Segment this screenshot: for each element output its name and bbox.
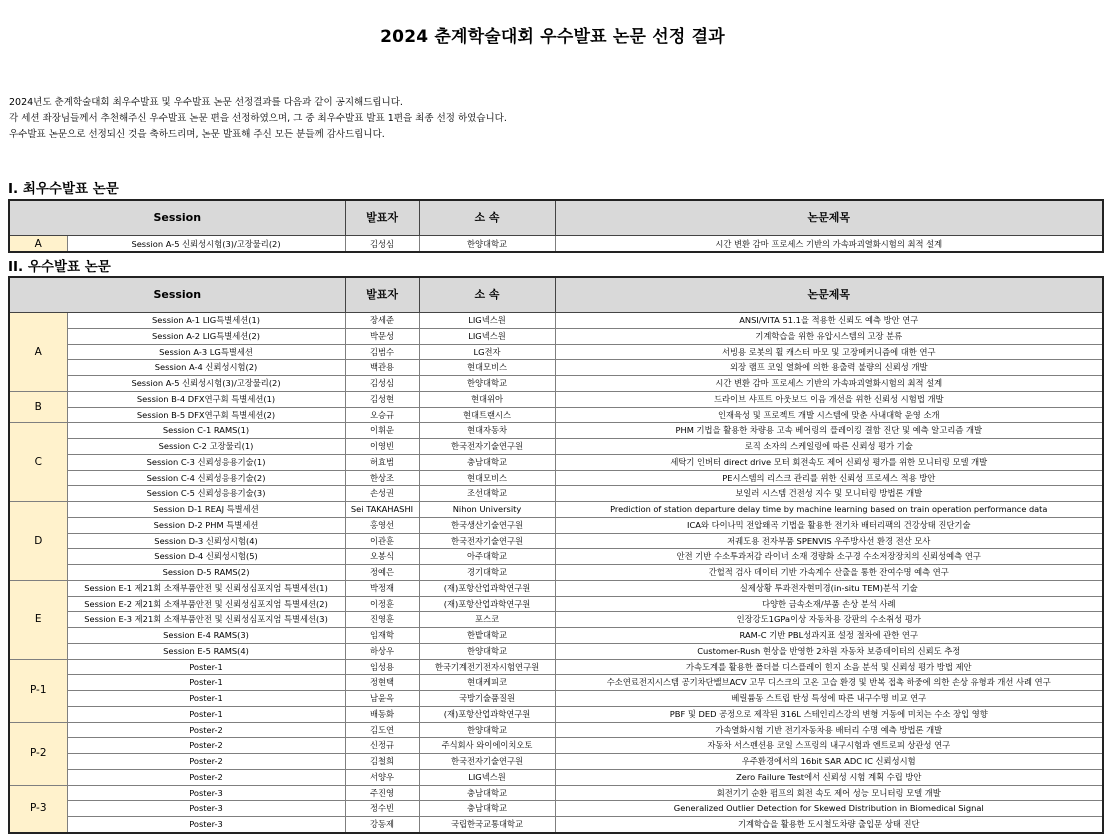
affiliation-cell: 국방기술품질원 <box>419 691 555 707</box>
affiliation-cell: (재)포항산업과학연구원 <box>419 706 555 722</box>
session-cell: Poster-3 <box>67 817 345 833</box>
title-cell: 서빙용 로봇의 휠 캐스터 마모 및 고장메커니즘에 대한 연구 <box>555 344 1103 360</box>
session-cell: Poster-3 <box>67 801 345 817</box>
affiliation-cell: 한국전자기술연구원 <box>419 533 555 549</box>
title-cell: ANSI/VITA 51.1을 적용한 신뢰도 예측 방안 연구 <box>555 313 1103 329</box>
affiliation-cell: 현대트랜시스 <box>419 407 555 423</box>
table-row <box>9 313 1103 329</box>
table-row <box>9 486 1103 502</box>
table-header-row <box>9 277 1103 313</box>
presenter-cell: 김도연 <box>345 722 419 738</box>
presenter-cell: 하상우 <box>345 643 419 659</box>
title-cell: 기계학습을 활용한 도시철도차량 출입문 상태 진단 <box>555 817 1103 833</box>
title-cell: 다양한 금속소재/부품 손상 분석 사례 <box>555 596 1103 612</box>
table-row <box>9 691 1103 707</box>
group-label: P-2 <box>9 722 67 785</box>
group-label: C <box>9 423 67 502</box>
presenter-cell: 이휘운 <box>345 423 419 439</box>
table-row <box>9 470 1103 486</box>
affiliation-cell: LIG넥스원 <box>419 313 555 329</box>
presenter-cell: 배동화 <box>345 706 419 722</box>
session-cell: Session B-4 DFX연구회 특별세션(1) <box>67 391 345 407</box>
table-row <box>9 817 1103 833</box>
title-cell: RAM-C 기반 PBL성과지표 설정 절차에 관한 연구 <box>555 628 1103 644</box>
intro-line: 2024년도 춘계학술대회 최우수발표 및 우수발표 논문 선정결과를 다음과 같이 공지해드립니다. <box>9 97 403 108</box>
table-row <box>9 659 1103 675</box>
presenter-cell: 임재학 <box>345 628 419 644</box>
table-row <box>9 439 1103 455</box>
affiliation-cell: 현대모비스 <box>419 360 555 376</box>
presenter-cell: 백관용 <box>345 360 419 376</box>
session-cell: Session A-5 신뢰성시험(3)/고장물리(2) <box>67 236 345 253</box>
intro-line: 우수발표 논문으로 선정되신 것을 축하드리며, 논문 발표해 주신 모든 분들께 감사드립니다. <box>9 129 385 140</box>
presenter-cell: 김성현 <box>345 391 419 407</box>
presenter-cell: 홍영선 <box>345 517 419 533</box>
session-cell: Session A-1 LIG특별세션(1) <box>67 313 345 329</box>
table-row <box>9 738 1103 754</box>
title-cell: 보일러 시스템 건전성 지수 및 모니터링 방법론 개발 <box>555 486 1103 502</box>
table-row <box>9 391 1103 407</box>
session-cell: Session A-5 신뢰성시험(3)/고장물리(2) <box>67 376 345 392</box>
col-header-title: 논문제목 <box>555 277 1103 313</box>
table-row <box>9 706 1103 722</box>
title-cell: 인장강도1GPa이상 자동차용 강판의 수소취성 평가 <box>555 612 1103 628</box>
session-cell: Session A-2 LIG특별세션(2) <box>67 328 345 344</box>
presenter-cell: 이관훈 <box>345 533 419 549</box>
session-cell: Poster-2 <box>67 769 345 785</box>
col-header-affiliation: 소 속 <box>419 277 555 313</box>
session-cell: Poster-1 <box>67 691 345 707</box>
session-cell: Session D-4 신뢰성시험(5) <box>67 549 345 565</box>
table-row <box>9 754 1103 770</box>
col-header-presenter: 발표자 <box>345 200 419 236</box>
title-cell: Zero Failure Test에서 신뢰성 시험 계획 수립 방안 <box>555 769 1103 785</box>
affiliation-cell: 현대자동차 <box>419 423 555 439</box>
title-cell: PE시스템의 리스크 관리를 위한 신뢰성 프로세스 적용 방안 <box>555 470 1103 486</box>
title-cell: 실제상황 투과전자현미경(in-situ TEM)분석 기술 <box>555 580 1103 596</box>
table-row <box>9 580 1103 596</box>
session-cell: Poster-3 <box>67 785 345 801</box>
title-cell: 우주환경에서의 16bit SAR ADC IC 신뢰성시험 <box>555 754 1103 770</box>
session-cell: Session A-3 LG특별세션 <box>67 344 345 360</box>
title-cell: 시간 변환 감마 프로세스 기반의 가속파괴열화시험의 최적 설계 <box>555 376 1103 392</box>
table-row <box>9 722 1103 738</box>
session-cell: Session A-4 신뢰성시험(2) <box>67 360 345 376</box>
title-cell: PHM 기법을 활용한 차량용 고속 베어링의 플레이킹 결함 진단 및 예측 알고리즘 개발 <box>555 423 1103 439</box>
table-row <box>9 612 1103 628</box>
presenter-cell: 김성심 <box>345 236 419 253</box>
session-cell: Session E-4 RAMS(3) <box>67 628 345 644</box>
table-row <box>9 675 1103 691</box>
affiliation-cell: 현대모비스 <box>419 470 555 486</box>
group-label: E <box>9 580 67 659</box>
title-cell: 인재육성 및 프로젝트 개발 시스템에 맞춘 사내대학 운영 소개 <box>555 407 1103 423</box>
table-row <box>9 565 1103 581</box>
session-cell: Session C-2 고장물리(1) <box>67 439 345 455</box>
session-cell: Session C-4 신뢰성응용기술(2) <box>67 470 345 486</box>
table-row <box>9 533 1103 549</box>
title-cell: 외장 램프 코일 열화에 의한 용출력 불량의 신뢰성 개발 <box>555 360 1103 376</box>
table-row <box>9 549 1103 565</box>
presenter-cell: 주진영 <box>345 785 419 801</box>
session-cell: Session B-5 DFX연구회 특별세션(2) <box>67 407 345 423</box>
affiliation-cell: 한국전자기술연구원 <box>419 439 555 455</box>
affiliation-cell: 충남대학교 <box>419 454 555 470</box>
title-cell: 기계학습을 위한 유압시스템의 고장 분류 <box>555 328 1103 344</box>
session-cell: Session E-2 제21회 소재부품안전 및 신뢰성심포지엄 특별세션(2) <box>67 596 345 612</box>
affiliation-cell: 충남대학교 <box>419 785 555 801</box>
presenter-cell: 김성심 <box>345 376 419 392</box>
affiliation-cell: 한국생산기술연구원 <box>419 517 555 533</box>
table-row <box>9 376 1103 392</box>
presenter-cell: 서양우 <box>345 769 419 785</box>
presenter-cell: 허효범 <box>345 454 419 470</box>
session-cell: Poster-1 <box>67 706 345 722</box>
page-title: 2024 춘계학술대회 우수발표 논문 선정 결과 <box>380 27 725 47</box>
table-row <box>9 236 1103 253</box>
presenter-cell: 이영빈 <box>345 439 419 455</box>
affiliation-cell: 한양대학교 <box>419 643 555 659</box>
session-cell: Poster-1 <box>67 659 345 675</box>
affiliation-cell: 조선대학교 <box>419 486 555 502</box>
best-paper-table <box>8 199 1104 253</box>
session-cell: Session D-3 신뢰성시험(4) <box>67 533 345 549</box>
title-cell: Customer-Rush 현상을 반영한 2차원 자동차 보증데이터의 신뢰도 추정 <box>555 643 1103 659</box>
table-row <box>9 328 1103 344</box>
table-row <box>9 801 1103 817</box>
col-header-session: Session <box>9 277 345 313</box>
presenter-cell: 박문성 <box>345 328 419 344</box>
presenter-cell: 정수빈 <box>345 801 419 817</box>
excellent-section-heading: II. 우수발표 논문 <box>8 259 111 275</box>
session-cell: Session E-1 제21회 소재부품안전 및 신뢰성심포지엄 특별세션(1) <box>67 580 345 596</box>
title-cell: 가속도계를 활용한 폴더블 디스플레이 힌지 소음 분석 및 신뢰성 평가 방법 제안 <box>555 659 1103 675</box>
presenter-cell: 박정재 <box>345 580 419 596</box>
table-row <box>9 628 1103 644</box>
presenter-cell: 임성용 <box>345 659 419 675</box>
presenter-cell: 오봉식 <box>345 549 419 565</box>
session-cell: Session C-3 신뢰성응용기술(1) <box>67 454 345 470</box>
presenter-cell: 한상조 <box>345 470 419 486</box>
col-header-title: 논문제목 <box>555 200 1103 236</box>
title-cell: Generalized Outlier Detection for Skewed Distribution in Biomedical Signal <box>555 801 1103 817</box>
affiliation-cell: 경기대학교 <box>419 565 555 581</box>
session-cell: Session D-5 RAMS(2) <box>67 565 345 581</box>
session-cell: Session E-3 제21회 소재부품안전 및 신뢰성심포지엄 특별세션(3) <box>67 612 345 628</box>
title-cell: 시간 변환 감마 프로세스 기반의 가속파괴열화시험의 최적 설계 <box>555 236 1103 253</box>
title-cell: 세탁기 인버터 direct drive 모터 회전속도 제어 신뢰성 평가를 위한 모니터링 모델 개발 <box>555 454 1103 470</box>
affiliation-cell: 현대케피코 <box>419 675 555 691</box>
presenter-cell: 강동제 <box>345 817 419 833</box>
affiliation-cell: Nihon University <box>419 502 555 518</box>
title-cell: ICA와 다이나믹 전압왜곡 기법을 활용한 전기차 배터리팩의 건강상태 진단기술 <box>555 517 1103 533</box>
affiliation-cell: (재)포항산업과학연구원 <box>419 596 555 612</box>
affiliation-cell: 포스코 <box>419 612 555 628</box>
col-header-session: Session <box>9 200 345 236</box>
affiliation-cell: LG전자 <box>419 344 555 360</box>
title-cell: 수소연료전지시스템 공기차단밸브ACV 고무 디스크의 고온 고습 환경 및 반복 접촉 하중에 의한 손상 유형과 개선 사례 연구 <box>555 675 1103 691</box>
affiliation-cell: 한국기계전기전자시험연구원 <box>419 659 555 675</box>
title-cell: 회전기기 순환 펌프의 회전 속도 제어 성능 모니터링 모델 개발 <box>555 785 1103 801</box>
session-cell: Session C-1 RAMS(1) <box>67 423 345 439</box>
session-cell: Session D-2 PHM 특별세션 <box>67 517 345 533</box>
session-cell: Poster-1 <box>67 675 345 691</box>
presenter-cell: 진영훈 <box>345 612 419 628</box>
title-cell: 간헐적 검사 데이터 기반 가속계수 산출을 통한 잔여수명 예측 연구 <box>555 565 1103 581</box>
table-row <box>9 785 1103 801</box>
table-row <box>9 423 1103 439</box>
group-label: A <box>9 236 67 253</box>
presenter-cell: 김범수 <box>345 344 419 360</box>
title-cell: 가속열화시험 기반 전기자동차용 배터리 수명 예측 방법론 개발 <box>555 722 1103 738</box>
table-row <box>9 769 1103 785</box>
affiliation-cell: 아주대학교 <box>419 549 555 565</box>
title-cell: 안전 기반 수소투과저감 라이너 소재 경량화 소구경 수소저장장치의 신뢰성예측 연구 <box>555 549 1103 565</box>
table-row <box>9 454 1103 470</box>
group-label: P-3 <box>9 785 67 833</box>
title-cell: PBF 및 DED 공정으로 제작된 316L 스테인리스강의 변형 거동에 미치는 수소 장입 영향 <box>555 706 1103 722</box>
table-row <box>9 517 1103 533</box>
session-cell: Session D-1 REAJ 특별세션 <box>67 502 345 518</box>
session-cell: Session C-5 신뢰성응용기술(3) <box>67 486 345 502</box>
intro-line: 각 세션 좌장님들께서 추천해주신 우수발표 논문 편을 선정하였으며, 그 중 최우수발표 발표 1편을 최종 선정 하였습니다. <box>9 113 507 124</box>
group-label: P-1 <box>9 659 67 722</box>
presenter-cell: 김철희 <box>345 754 419 770</box>
table-row <box>9 344 1103 360</box>
table-row <box>9 596 1103 612</box>
affiliation-cell: 한양대학교 <box>419 722 555 738</box>
intro-text <box>9 95 507 143</box>
session-cell: Session E-5 RAMS(4) <box>67 643 345 659</box>
title-cell: 저궤도용 전자부품 SPENVIS 우주방사선 환경 전산 모사 <box>555 533 1103 549</box>
col-header-affiliation: 소 속 <box>419 200 555 236</box>
affiliation-cell: 주식회사 와이에이치오토 <box>419 738 555 754</box>
affiliation-cell: LIG넥스원 <box>419 769 555 785</box>
excellent-paper-table <box>8 276 1104 834</box>
affiliation-cell: 한양대학교 <box>419 376 555 392</box>
title-cell: 드라이브 샤프트 아웃보드 이음 개선을 위한 신뢰성 시험법 개발 <box>555 391 1103 407</box>
affiliation-cell: (재)포항산업과학연구원 <box>419 580 555 596</box>
presenter-cell: 장세준 <box>345 313 419 329</box>
group-label: B <box>9 391 67 423</box>
session-cell: Poster-2 <box>67 722 345 738</box>
presenter-cell: 정예은 <box>345 565 419 581</box>
affiliation-cell: 한밭대학교 <box>419 628 555 644</box>
table-row <box>9 502 1103 518</box>
affiliation-cell: 충남대학교 <box>419 801 555 817</box>
table-row <box>9 360 1103 376</box>
group-label: A <box>9 313 67 392</box>
table-row <box>9 407 1103 423</box>
presenter-cell: 이정훈 <box>345 596 419 612</box>
presenter-cell: 남윤옥 <box>345 691 419 707</box>
table-header-row <box>9 200 1103 236</box>
title-cell: Prediction of station departure delay time by machine learning based on train operation performance data <box>555 502 1103 518</box>
affiliation-cell: 현대위아 <box>419 391 555 407</box>
best-section-heading: I. 최우수발표 논문 <box>8 181 119 197</box>
affiliation-cell: 국립한국교통대학교 <box>419 817 555 833</box>
session-cell: Poster-2 <box>67 754 345 770</box>
title-cell: 자동차 서스펜션용 코일 스프링의 내구시험과 엔트로피 상관성 연구 <box>555 738 1103 754</box>
affiliation-cell: LIG넥스원 <box>419 328 555 344</box>
affiliation-cell: 한양대학교 <box>419 236 555 253</box>
presenter-cell: 정현택 <box>345 675 419 691</box>
col-header-presenter: 발표자 <box>345 277 419 313</box>
title-cell: 베릴륨동 스트립 탄성 특성에 따른 내구수명 비교 연구 <box>555 691 1103 707</box>
presenter-cell: Sei TAKAHASHI <box>345 502 419 518</box>
presenter-cell: 오승규 <box>345 407 419 423</box>
group-label: D <box>9 502 67 581</box>
presenter-cell: 신정규 <box>345 738 419 754</box>
table-row <box>9 643 1103 659</box>
affiliation-cell: 한국전자기술연구원 <box>419 754 555 770</box>
presenter-cell: 손성권 <box>345 486 419 502</box>
title-cell: 로직 소자의 스케일링에 따른 신뢰성 평가 기술 <box>555 439 1103 455</box>
session-cell: Poster-2 <box>67 738 345 754</box>
